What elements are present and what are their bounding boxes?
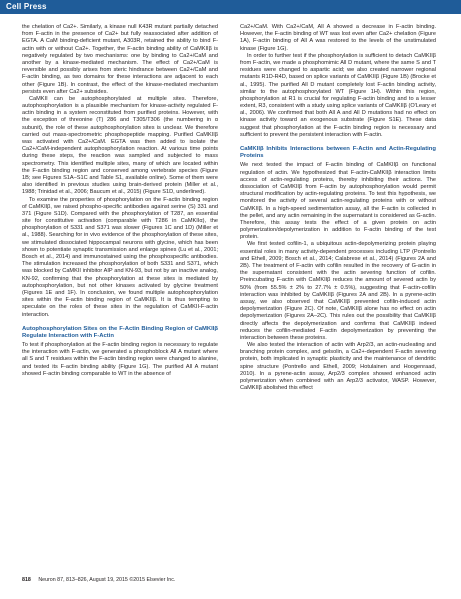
body-paragraph: the chelation of Ca2+. Similarly, a kinase null K43R mutant partially detached from F-actin in the presence of Ca2+ but fully reassociated after addition of EGTA. A CaM binding-deficient mutant, A303R, retained the ability to bind F-actin with or without Ca2+. Together, the F-actin binding ability of CaMKIIβ is negatively regulated by two mechanisms: one by binding to Ca2+/CaM and another by a kinase-mediated mechanism. The effect of Ca2+/CaM is reversible and possibly arises from steric hindrance between Ca2+/CaM and F-actin binding, as two domains for these interactions are adjacent to each other (Figure 1B). In contrast, the effect of the kinase-mediated mechanism persists even after Ca2+ subsides.	[22, 24, 218, 95]
body-paragraph: Ca2+/CaM. With Ca2+/CaM, All A showed a decrease in F-actin binding. However, the F-actin binding of WT was lost even after Ca2+ chelation (Figure 1A), F-actin binding of All A was restored to the levels of the unstimulated kinase (Figure 1G).	[240, 24, 436, 52]
section-heading: CaMKIIβ Inhibits Interactions between F-Actin and Actin-Regulating Proteins	[240, 146, 436, 160]
left-column	[22, 24, 218, 378]
cell-press-logo: Cell Press	[6, 2, 47, 11]
journal-citation: Neuron 87, 813–826, August 19, 2015 ©2015 Elsevier Inc.	[38, 577, 176, 583]
right-column	[240, 24, 436, 392]
body-paragraph: We first tested cofilin-1, a ubiquitous actin-depolymerizing protein playing essential roles in many activity-dependent processes including LTP (Pontrello and Ethell, 2009; Bosch et al., 2014; Calabrese et al., 2014) (Figures 2A and 2B). The treatment of F-actin with cofilin resulted in the recovery of G-actin in the supernatant consistent with the actin severing function of cofilin. Preincubating F-actin with CaMKIIβ reduces the amount of severed actin by 50% (from 55.5% ± 2% to 27.7% ± 0.5%), suggesting that F-actin-cofilin interaction was inhibited by CaMKIIβ (Figures 2A and 2B). In a pyrene-actin assay, we also observed that CaMKIIβ prevented cofilin-induced actin depolymerization (Figure 2C). Of note, CaMKIIβ alone has no effect on actin depolymerization (Figures 2A–2C). This rules out the possibility that CaMKIIβ directly affects the depolymerization and confirms that CaMKIIβ indeed reduces the cofilin-mediated F-actin depolymerization by preventing the interaction between these proteins.	[240, 241, 436, 341]
page-number: 818	[22, 577, 31, 583]
page-footer	[22, 577, 440, 584]
section-heading: Autophosphorylation Sites on the F-Actin Binding Region of CaMKIIβ Regulate Interaction with F-Actin	[22, 325, 218, 339]
journal-header-bar	[0, 0, 461, 14]
body-paragraph: To test if phosphorylation at the F-actin binding region is necessary to regulate the interaction with F-actin, we generated a phosphoblock All A mutant where all S and T residues within the F-actin binding region were changed to alanine, and tested its F-actin binding ability (Figure 1G). The purified All A mutant showed F-actin binding comparable to WT in the absence of	[22, 342, 218, 377]
body-paragraph: CaMKII can be autophosphorylated at multiple sites. Therefore, autophosphorylation is a plausible mechanism for kinase-activity regulated F-actin binding in a system reconstituted from purified proteins. However, with the exception of threonine (T) 286 and T305/T306 (the numbering in α subunit), the role of these autophosphorylation sites is unclear. We therefore carried out mass-spectrometric phosphopeptide mapping. Purified CaMKIIβ was activated with Ca2+/CaM. EGTA was then added to isolate the Ca2+/CaM-independent autophosphorylation reaction. At various time points during these steps, the reaction was sampled and subjected to mass spectrometry. This identified multiple sites, many of which are located within the F-actin binding region and conserved among vertebrate species (Figure 1B; see Figures S1A–S1C and Table S1, available online). Some of them were also identified in previous studies using brain-derived protein (Miller et al., 1988; Trinidad et al., 2006; Baucum et al., 2015) (Figure S1D, underlined).	[22, 95, 218, 196]
body-paragraph: We next tested the impact of F-actin binding of CaMKIIβ on functional regulation of actin. We hypothesized that F-actin-CaMKIIβ interaction limits access of actin-regulating proteins, thereby inhibiting their actions. The dissociation of CaMKIIβ from F-actin by autophosphorylation would permit structural modification by actin-regulating proteins. To test this hypothesis, we monitored the activity of several actin-regulating proteins with or without CaMKIIβ. In a high-speed sedimentation assay, all the F-actin is collected in the pellet, and any actin remaining in the supernatant is considered as G-actin. Therefore, this assay tests the effect of a given protein on actin polymerization/depolymerization in addition to F-actin binding of the test protein.	[240, 162, 436, 241]
body-paragraph: To examine the properties of phosphorylation on the F-actin binding region of CaMKIIβ, we raised phospho-specific antibodies against serine (S) 331 and 371 (Figure S1D). Compared with the phosphorylation of T287, an essential site for constitutive activation (comparable with T286 in CaMKIIα), the phosphorylation of S331 and S371 was slower (Figures 1C and 1D) (Miller et al., 1988). Searching for in vivo evidence of the phosphorylation of these sites, we stimulated dissociated hippocampal neurons with glycine, which has been shown to potentiate synaptic transmission and enlarge spines (Lu et al., 2001; Bosch et al., 2014) and immunostained using the phosphospecific antibodies. The stimulation increased the phosphorylation of both S331 and S371, which was blocked by CaMKII inhibitor AIP and KN-93, but not by an inactive analog, KN-92, confirming that the phosphorylation at these sites is mediated by autophosphorylation, but not other kinases activated by glycine treatment (Figures 1E and 1F). In conclusion, we found multiple autophosphorylation sites within the F-actin binding region of CaMKIIβ. It is thus tempting to speculate on the roles of these sites in the regulation of CaMKII-F-actin interaction.	[22, 196, 218, 318]
body-paragraph: We also tested the interaction of actin with Arp2/3, an actin-nucleating and branching protein complex, and gelsolin, a Ca2+-dependent F-actin severing protein, both implicated in synaptic plasticity and the maintenance of dendritic spine structure (Pontrello and Ethell, 2009; Hotulainen and Hoogenraad, 2010). In a pyrene-actin assay, Arp2/3 complex showed enhanced actin polymerization when combined with an Arp2/3 activator, WASP. However, CaMKIIβ abolished this effect	[240, 342, 436, 392]
body-paragraph: In order to further test if the phosphorylation is sufficient to detach CaMKIIβ from F-actin, we made a phosphomimic All D mutant, where the same S and T residues were changed to aspartic acid; we also created narrower regional mutants R1D-R4D, based on splice variants of CaMKIIβ (Figure 1B) (Brocke et al., 1995). The purified All D mutant completely lost F-actin binding activity, similar to the autophosphorylated WT (Figure 1H). Within this region, phosphorylation at R1 is crucial for regulating F-actin binding and to a lesser extent, R3, consistent with a study using splice variants of CaMKIIβ (O'Leary et al., 2006). We confirmed that both All A and All D mutations had no effect on kinase activity toward an exogenous substrate (Figure S1E). These data suggest that phosphorylation at the F-actin binding region is necessary and sufficient to prevent the persistent interaction with F-actin.	[240, 52, 436, 138]
